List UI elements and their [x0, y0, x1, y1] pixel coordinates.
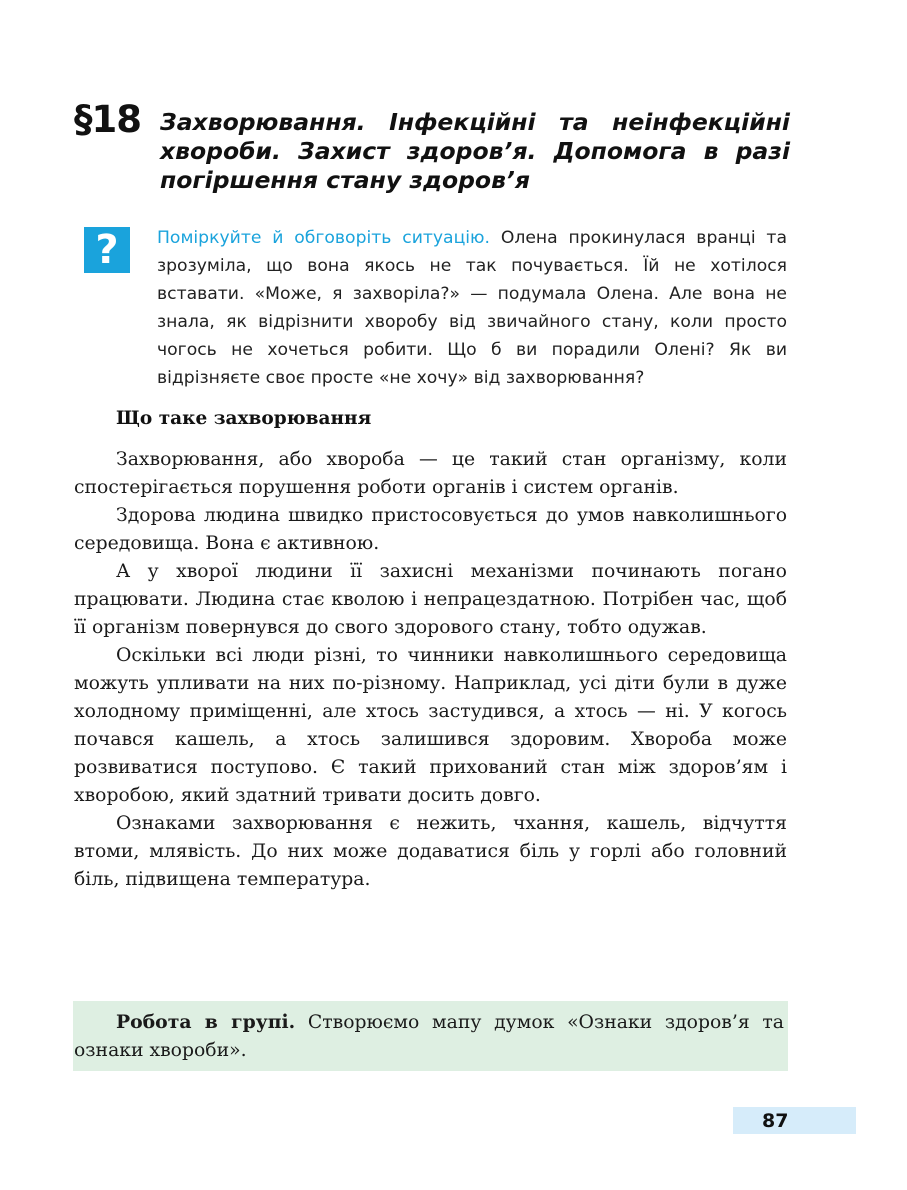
paragraph: Ознаками захворювання є нежить, чхання, кашель, відчуття втоми, млявість. До них може додаватися біль у горлі або головний біль, підвищена температура. [74, 813, 787, 890]
page-number: 87 [762, 1110, 789, 1132]
paragraph: А у хворої людини її захисні механізми починають погано працювати. Людина стає кволою і непрацездатною. Потрібен час, щоб її організм повернувся до свого здорового стану, тобто одужав. [74, 561, 787, 638]
prompt-text: Олена прокинулася вранці та зрозуміла, що вона якось не так почувається. Їй не хотілося вставати. «Може, я захворіла?» — подумала Олена. Але вона не знала, як відрізнити хворобу від звичайного стану, коли просто чогось не хочеться робити. Що б ви порадили Олені? Як ви відрізняєте своє просте «не хочу» від захворювання? [157, 228, 787, 388]
group-task-box [73, 1001, 788, 1071]
question-glyph: ? [95, 227, 119, 273]
group-task-label: Робота в групі. [116, 1011, 296, 1033]
group-task-text [74, 1008, 784, 1065]
paragraph: Захворювання, або хвороба — це такий стан організму, коли спостерігається порушення роботи органів і систем органів. [74, 449, 787, 498]
body-text [74, 446, 787, 894]
paragraph: Здорова людина швидко пристосовується до умов навколишнього середовища. Вона є активною. [74, 505, 787, 554]
section-title: Захворювання. Інфекційні та неінфекційні хвороби. Захист здоров’я. Допомога в разі погіршення стану здоров’я [160, 108, 790, 194]
subsection-heading: Що таке захворювання [116, 408, 372, 429]
prompt-lead: Поміркуйте й обговоріть ситуацію. [157, 228, 490, 248]
paragraph-number: §18 [74, 98, 141, 141]
discussion-prompt [157, 224, 787, 392]
question-mark-icon [84, 227, 130, 273]
paragraph: Оскільки всі люди різні, то чинники навколишнього середовища можуть упливати на них по-різному. Наприклад, усі діти були в дуже холодному приміщенні, але хтось застудився, а хтось — ні. У когось почався кашель, а хтось залишився здоровим. Хвороба може розвиватися поступово. Є такий прихований стан між здоров’ям і хворобою, який здатний тривати досить довго. [74, 645, 787, 806]
group-task-body: Створюємо мапу думок «Ознаки здоров’я та ознаки хвороби». [74, 1012, 784, 1061]
